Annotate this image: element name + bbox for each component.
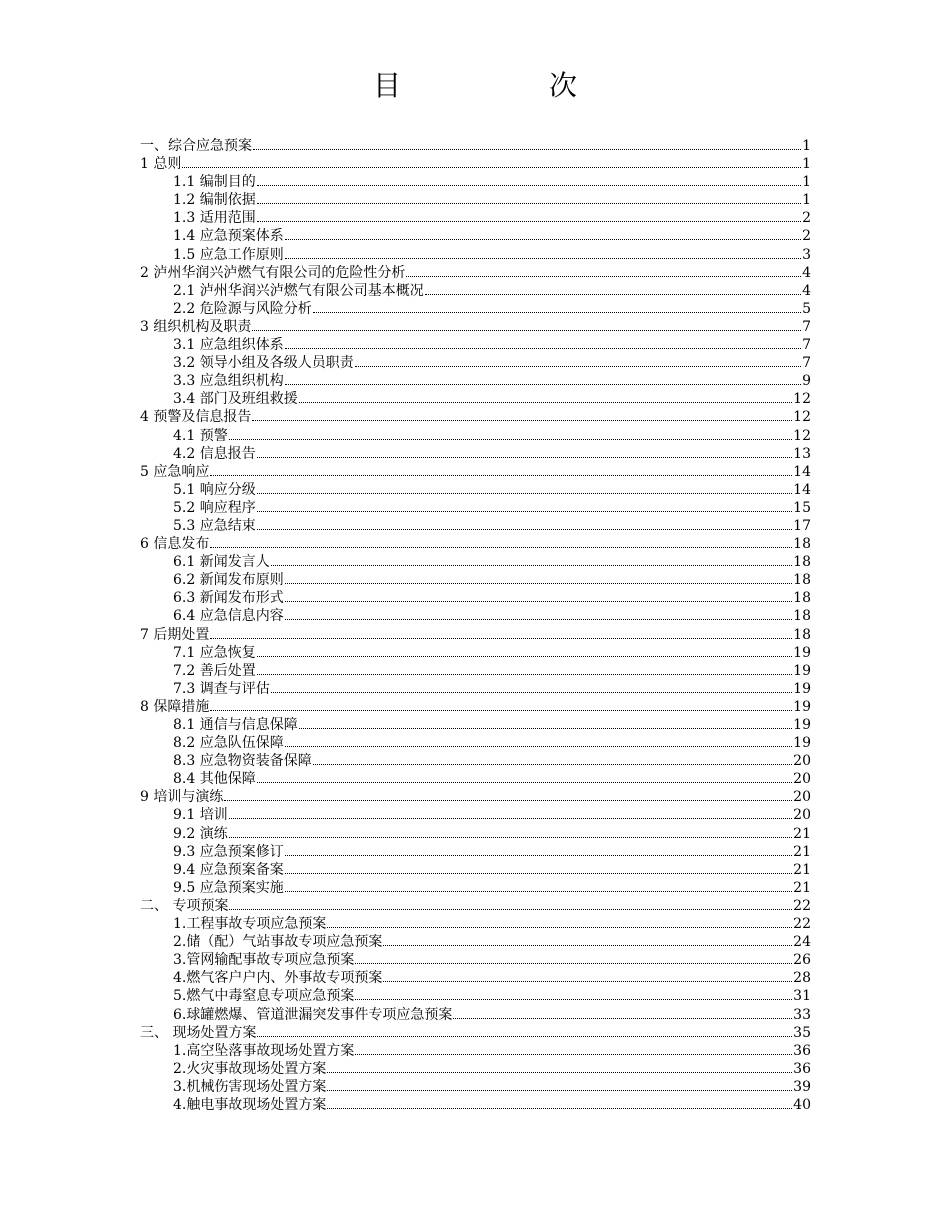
toc-entry[interactable] [140,879,811,897]
toc-entry-label: 8.4 其他保障 [173,771,256,788]
toc-entry-label: 1.高空坠落事故现场处置方案 [173,1042,355,1059]
toc-entry-label: 三、 现场处置方案 [140,1024,257,1041]
toc-entry-label: 5.1 响应分级 [173,481,256,498]
toc-entry[interactable] [140,408,811,426]
toc-entry[interactable] [140,861,811,879]
toc-entry-page: 20 [793,771,811,788]
toc-entry-page: 21 [793,843,811,860]
toc-entry[interactable] [140,806,811,824]
toc-entry-page: 21 [793,879,811,896]
toc-entry-label: 8.1 通信与信息保障 [173,717,298,733]
toc-entry[interactable] [140,155,811,173]
toc-entry-page: 13 [793,445,811,462]
toc-entry[interactable] [140,897,811,915]
toc-entry[interactable] [140,607,811,625]
toc-dot-leader [224,800,792,801]
toc-dot-leader [210,638,792,639]
toc-entry-page: 19 [793,680,811,697]
toc-entry-label: 1.5 应急工作原则 [173,246,284,263]
toc-entry-label: 8.2 应急队伍保障 [173,735,284,752]
toc-entry-label: 9.2 演练 [173,825,228,842]
toc-dot-leader [327,1108,792,1109]
toc-entry-page: 35 [793,1024,811,1041]
toc-dot-leader [257,221,801,222]
toc-dot-leader [253,149,801,150]
toc-dot-leader [257,674,792,675]
toc-entry[interactable] [140,589,811,607]
toc-dot-leader [229,439,792,440]
toc-entry-label: 4.燃气客户户内、外事故专项预案 [173,970,383,987]
toc-entry[interactable] [140,662,811,680]
toc-entry-page: 28 [793,970,811,987]
toc-entry-page: 24 [793,934,811,951]
toc-entry-page: 5 [802,300,811,317]
toc-entry-page: 18 [793,608,811,625]
toc-entry-label: 1 总则 [140,156,182,173]
toc-dot-leader [210,475,792,476]
toc-entry[interactable] [140,1060,811,1078]
toc-entry-label: 7.2 善后处置 [173,662,256,679]
toc-dot-leader [285,348,801,349]
toc-entry-page: 20 [793,789,811,806]
toc-entry[interactable] [140,264,811,282]
toc-entry-label: 8 保障措施 [140,698,210,715]
toc-entry-label: 2.1 泸州华润兴泸燃气有限公司基本概况 [173,282,424,299]
toc-entry-label: 9.1 培训 [173,807,228,824]
toc-entry-page: 1 [802,192,811,209]
toc-dot-leader [271,692,792,693]
toc-entry-label: 6 信息发布 [140,536,210,553]
toc-entry[interactable] [140,716,811,734]
toc-entry[interactable] [140,173,811,191]
toc-dot-leader [285,384,801,385]
toc-entry-page: 4 [802,264,811,281]
toc-dot-leader [257,511,792,512]
toc-entry-label: 3.管网输配事故专项应急预案 [173,952,355,969]
toc-entry[interactable] [140,227,811,245]
toc-entry[interactable] [140,372,811,390]
toc-entry-label: 2.2 危险源与风险分析 [173,300,312,317]
toc-entry[interactable] [140,626,811,644]
toc-entry[interactable] [140,698,811,716]
toc-entry[interactable] [140,788,811,806]
toc-entry-label: 4 预警及信息报告 [140,409,252,426]
toc-entry-label: 1.3 适用范围 [173,210,256,227]
toc-entry-label: 2.火灾事故现场处置方案 [173,1060,327,1077]
toc-entry-label: 2.储（配）气站事故专项应急预案 [173,934,383,951]
toc-entry-label: 3 组织机构及职责 [140,318,252,335]
toc-dot-leader [285,601,792,602]
toc-entry-label: 9.5 应急预案实施 [173,879,284,896]
toc-dot-leader [355,1054,792,1055]
toc-dot-leader [257,203,801,204]
toc-entry-page: 22 [793,897,811,914]
toc-entry-page: 14 [793,481,811,498]
toc-dot-leader [355,963,792,964]
toc-entry[interactable] [140,734,811,752]
toc-dot-leader [229,837,792,838]
toc-entry-label: 9.4 应急预案备案 [173,861,284,878]
toc-dot-leader [313,312,801,313]
toc-entry-label: 一、综合应急预案 [140,138,252,154]
table-of-contents [140,137,811,1114]
toc-entry-page: 18 [793,554,811,571]
toc-entry-page: 31 [793,988,811,1005]
toc-entry[interactable] [140,535,811,553]
toc-dot-leader [425,294,801,295]
toc-entry-page: 17 [793,517,811,534]
toc-dot-leader [257,529,792,530]
toc-entry-label: 3.4 部门及班组救援 [173,391,298,408]
toc-dot-leader [257,782,792,783]
toc-entry-page: 2 [802,210,811,227]
toc-entry-page: 22 [793,916,811,933]
toc-entry-label: 6.1 新闻发言人 [173,554,270,571]
toc-entry[interactable] [140,481,811,499]
toc-entry[interactable] [140,915,811,933]
toc-entry-page: 14 [793,463,811,480]
toc-entry[interactable] [140,191,811,209]
toc-entry-page: 19 [793,735,811,752]
toc-dot-leader [285,891,792,892]
toc-entry-page: 7 [802,318,811,335]
toc-entry-page: 19 [793,698,811,715]
toc-entry-label: 6.3 新闻发布形式 [173,590,284,607]
toc-dot-leader [327,927,792,928]
toc-entry-page: 12 [793,427,811,444]
toc-entry[interactable] [140,1042,811,1060]
toc-dot-leader [252,330,801,331]
toc-entry-page: 18 [793,536,811,553]
toc-dot-leader [327,1072,792,1073]
toc-entry-label: 3.机械伤害现场处置方案 [173,1078,327,1095]
toc-entry[interactable] [140,427,811,445]
toc-entry-label: 4.触电事故现场处置方案 [173,1096,327,1113]
toc-entry[interactable] [140,680,811,698]
toc-entry[interactable] [140,825,811,843]
toc-entry[interactable] [140,1078,811,1096]
toc-entry[interactable] [140,1096,811,1114]
toc-entry[interactable] [140,463,811,481]
toc-entry-page: 12 [793,391,811,408]
toc-entry[interactable] [140,246,811,264]
toc-entry[interactable] [140,517,811,535]
toc-entry-page: 9 [802,373,811,390]
toc-entry[interactable] [140,571,811,589]
toc-entry-page: 20 [793,807,811,824]
toc-dot-leader [285,239,801,240]
toc-dot-leader [406,276,801,277]
toc-entry-page: 36 [793,1042,811,1059]
toc-entry[interactable] [140,770,811,788]
toc-entry-page: 21 [793,861,811,878]
toc-entry-label: 3.3 应急组织机构 [173,373,284,390]
toc-entry[interactable] [140,445,811,463]
toc-entry-label: 9 培训与演练 [140,789,224,806]
toc-entry-page: 7 [802,337,811,354]
toc-entry[interactable] [140,969,811,987]
toc-entry-label: 5.2 响应程序 [173,499,256,516]
toc-entry-label: 7.1 应急恢复 [173,644,256,661]
toc-entry-label: 1.2 编制依据 [173,192,256,209]
toc-entry-label: 6.球罐燃爆、管道泄漏突发事件专项应急预案 [173,1006,453,1023]
toc-entry-label: 5.燃气中毒窒息专项应急预案 [173,988,355,1005]
toc-entry-page: 36 [793,1060,811,1077]
toc-dot-leader [285,258,801,259]
toc-entry[interactable] [140,752,811,770]
toc-entry[interactable] [140,951,811,969]
toc-entry[interactable] [140,336,811,354]
toc-entry-label: 9.3 应急预案修订 [173,843,284,860]
toc-dot-leader [210,710,792,711]
toc-dot-leader [257,656,792,657]
toc-dot-leader [257,493,792,494]
toc-entry[interactable] [140,282,811,300]
toc-entry-label: 7 后期处置 [140,626,210,643]
toc-entry[interactable] [140,644,811,662]
toc-entry-page: 18 [793,572,811,589]
toc-entry-page: 1 [802,156,811,173]
toc-entry-page: 2 [802,228,811,245]
toc-dot-leader [355,366,801,367]
toc-dot-leader [210,547,792,548]
toc-entry[interactable] [140,318,811,336]
toc-entry-page: 15 [793,499,811,516]
toc-entry-label: 5.3 应急结束 [173,517,256,534]
toc-entry-label: 2 泸州华润兴泸燃气有限公司的危险性分析 [140,264,406,281]
toc-entry-page: 39 [793,1078,811,1095]
toc-entry-page: 18 [793,626,811,643]
toc-dot-leader [257,185,801,186]
toc-entry-page: 3 [802,246,811,263]
toc-entry-page: 26 [793,952,811,969]
toc-entry[interactable] [140,209,811,227]
toc-entry-page: 21 [793,825,811,842]
toc-entry-label: 7.3 调查与评估 [173,680,270,697]
toc-entry-label: 3.1 应急组织体系 [173,337,284,354]
toc-dot-leader [313,764,792,765]
toc-dot-leader [252,420,792,421]
toc-dot-leader [299,728,792,729]
toc-dot-leader [257,457,792,458]
toc-entry[interactable] [140,354,811,372]
toc-entry-page: 1 [802,174,811,191]
toc-entry-label: 5 应急响应 [140,463,210,480]
toc-entry-page: 19 [793,717,811,733]
toc-dot-leader [285,583,792,584]
toc-entry-page: 12 [793,409,811,426]
toc-entry[interactable] [140,1024,811,1042]
toc-entry-page: 4 [802,282,811,299]
toc-entry-label: 1.1 编制目的 [173,174,256,191]
toc-dot-leader [285,873,792,874]
toc-entry[interactable] [140,843,811,861]
toc-entry-label: 3.2 领导小组及各级人员职责 [173,355,354,372]
toc-entry[interactable] [140,300,811,318]
toc-entry[interactable] [140,499,811,517]
toc-dot-leader [355,999,792,1000]
toc-entry-page: 18 [793,590,811,607]
toc-entry[interactable] [140,553,811,571]
toc-entry-page: 19 [793,662,811,679]
toc-entry[interactable] [140,390,811,408]
toc-entry-label: 4.2 信息报告 [173,445,256,462]
toc-entry-page: 7 [802,355,811,372]
toc-dot-leader [229,818,792,819]
toc-entry-label: 8.3 应急物资装备保障 [173,753,312,770]
toc-dot-leader [182,167,801,168]
toc-dot-leader [285,619,792,620]
toc-entry[interactable] [140,933,811,951]
toc-entry-label: 4.1 预警 [173,427,228,444]
toc-entry-page: 40 [793,1096,811,1113]
toc-dot-leader [383,981,792,982]
toc-entry-page: 20 [793,753,811,770]
toc-entry[interactable] [140,1006,811,1024]
toc-entry[interactable] [140,987,811,1005]
toc-entry-label: 二、 专项预案 [140,897,229,914]
toc-entry-page: 33 [793,1006,811,1023]
toc-entry-page: 1 [802,138,811,154]
toc-entry-label: 6.2 新闻发布原则 [173,572,284,589]
toc-entry-label: 6.4 应急信息内容 [173,608,284,625]
toc-dot-leader [327,1090,792,1091]
toc-dot-leader [285,746,792,747]
toc-dot-leader [453,1018,792,1019]
toc-entry[interactable] [140,137,811,155]
toc-dot-leader [229,909,792,910]
toc-entry-label: 1.工程事故专项应急预案 [173,916,327,933]
toc-dot-leader [285,855,792,856]
toc-dot-leader [299,402,792,403]
toc-entry-label: 1.4 应急预案体系 [173,228,284,245]
toc-dot-leader [383,945,792,946]
page-title: 目 次 [372,69,637,102]
toc-entry-page: 19 [793,644,811,661]
toc-dot-leader [257,1036,792,1037]
toc-dot-leader [271,565,792,566]
